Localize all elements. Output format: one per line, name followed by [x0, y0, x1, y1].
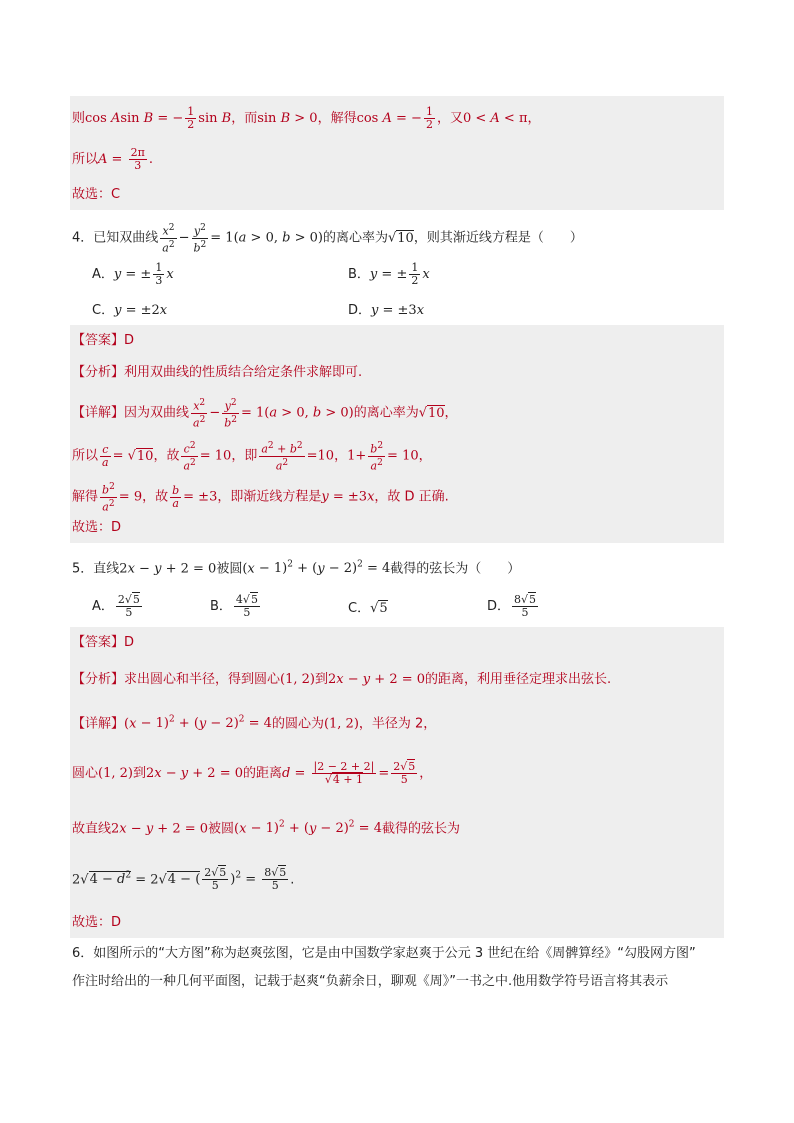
- q6-line-1: 6．如图所示的“大方图”称为赵爽弦图，它是由中国数学家赵爽于公元 3 世纪在给《周髀算经》“勾股网方图”: [72, 946, 696, 961]
- q4-stem: 4．已知双曲线 $\frac{x^2}{a^2}$ − $\frac{y^2}{b^2}$ = 1(a > 0, b > 0)的离心率为√10，则其渐近线方程是（ ）: [72, 223, 583, 255]
- q5-detail-4: $2√4 - d^2 = 2√4$ − ( $\frac{2√5}{5}$ )$^2$ = $\frac{8√5}{5}$ .: [72, 866, 295, 893]
- analysis-tag: 【分析】: [72, 672, 125, 687]
- q4-detail-3: 解得 $\frac{b^2}{a^2}$ = 9，故 $\frac{b}{a}$ = ±3，即渐近线方程是y = ±3x，故 D 正确.: [72, 482, 449, 514]
- q4-option-a: A．y = ± $\frac{1}{3}$ x: [92, 261, 174, 287]
- text: ，: [334, 448, 348, 464]
- text: 圆心: [72, 766, 99, 781]
- text: 的离心率为: [322, 230, 388, 246]
- text: 已知双曲线: [93, 230, 159, 246]
- text: .: [148, 152, 153, 167]
- analysis-text: 利用双曲线的性质结合给定条件求解即可.: [124, 365, 363, 380]
- answer-value: D: [124, 635, 135, 650]
- text: ，半径为 2，: [358, 716, 437, 732]
- text: 的距离: [243, 766, 283, 781]
- text: ，故: [153, 448, 180, 464]
- q4-detail-2: 所以 $\frac{c}{a}$ = √10，故 $\frac{c^2}{a^2}$ = 10，即 $\frac{a^2 + b^2}{a^2}$ =10，1+ $\frac{b^2}{a^2}$ = 10，: [72, 441, 432, 473]
- text: 被圆: [208, 821, 235, 837]
- prev-line-2: 所以A = $\frac{2\pi}{3}$ .: [72, 146, 153, 172]
- answer-value: D: [124, 333, 135, 348]
- analysis-tag: 【分析】: [72, 365, 125, 380]
- answer-tag: 【答案】: [72, 635, 125, 650]
- text: 截得的弦长为: [381, 821, 460, 837]
- option-label: B．: [210, 599, 232, 614]
- answer-tag: 【答案】: [72, 333, 125, 348]
- text: 故直线: [72, 821, 112, 837]
- text: .: [290, 872, 295, 888]
- option-label: D．: [487, 599, 511, 614]
- text: ，解得: [317, 111, 357, 126]
- text: 的距离，利用垂径定理求出弦长.: [425, 672, 612, 687]
- question-number: 5．: [72, 561, 94, 577]
- option-label: D．: [348, 303, 372, 318]
- text: ，故: [142, 489, 169, 505]
- text: ，而: [231, 111, 258, 126]
- detail-tag: 【详解】: [72, 716, 125, 732]
- prev-line-1: 则cos Asin B = − $\frac{1}{2}$ sin B，而sin B > 0，解得cos A = − $\frac{1}{2}$ ，又0 < A < π，: [72, 105, 541, 131]
- text: 截得的弦长为（ ）: [390, 561, 521, 577]
- text: 被圆: [216, 561, 243, 577]
- text: 直线: [93, 561, 120, 577]
- q5-option-c: C．√5: [348, 601, 388, 616]
- option-label: C．: [92, 303, 115, 318]
- detail-tag: 【详解】: [72, 405, 125, 421]
- text: ，: [419, 766, 433, 781]
- q5-answer: [72, 633, 134, 653]
- text: ，即: [231, 448, 258, 464]
- text: 则: [72, 111, 86, 126]
- option-label: A．: [92, 267, 114, 282]
- text: ，故 D 正确.: [374, 489, 449, 505]
- q5-stem: 5．直线2x − y + 2 = 0被圆$(x - 1)^2 + (y - 2)^2 = 4$截得的弦长为（ ）: [72, 560, 521, 577]
- text: 解得: [72, 489, 99, 505]
- question-number: 4．: [72, 230, 94, 246]
- text: 的离心率为: [353, 405, 419, 421]
- q5-choice: 故选：D: [72, 915, 122, 930]
- option-label: C．: [348, 601, 371, 616]
- q5-option-d: D． $\frac{8√5}{5}$: [487, 593, 537, 619]
- text: 所以: [72, 448, 99, 464]
- q5-detail-3: 故直线2x − y + 2 = 0被圆$(x - 1)^2 + (y - 2)^2 = 4$截得的弦长为: [72, 820, 460, 837]
- q5-analysis: 【分析】求出圆心和半径，得到圆心(1, 2)到2x − y + 2 = 0的距离，利用垂径定理求出弦长.: [72, 672, 612, 687]
- q6-line-2: 作注时给出的一种几何平面图，记载于赵爽“负薪余日，聊观《周》”一书之中.他用数学符号语言将其表示: [72, 974, 669, 989]
- text: 所以: [72, 152, 99, 167]
- q5-option-a: A． $\frac{2√5}{5}$: [92, 593, 140, 619]
- prev-choice: 故选：C: [72, 187, 121, 202]
- option-label: A．: [92, 599, 114, 614]
- text: 因为双曲线: [124, 405, 190, 421]
- text: ，: [527, 111, 541, 126]
- q4-answer: [72, 331, 134, 351]
- q5-detail-1: 【详解】$(x - 1)^2 + (y - 2)^2 = 4$的圆心为(1, 2)，半径为 2，: [72, 715, 437, 732]
- q4-option-d: D．y = ±3x: [348, 303, 425, 318]
- text: ，即渐近线方程是: [217, 489, 322, 505]
- text: 求出圆心和半径，得到圆心: [124, 672, 281, 687]
- q4-choice: 故选：D: [72, 520, 122, 535]
- q4-analysis: [72, 363, 362, 383]
- text: ，又: [436, 111, 463, 126]
- text: ，则其渐近线方程是（ ）: [413, 230, 583, 246]
- text: 的圆心为: [271, 716, 324, 732]
- text: 到: [132, 766, 146, 781]
- option-label: B．: [348, 267, 370, 282]
- q4-option-c: C．y = ±2x: [92, 303, 168, 318]
- q5-detail-2: 圆心(1, 2)到2x − y + 2 = 0的距离d = $\frac{|2 - 2 + 2|}{√4 + 1}$ = $\frac{2√5}{5}$ ，: [72, 760, 433, 786]
- q4-option-b: B．y = ± $\frac{1}{2}$ x: [348, 261, 430, 287]
- text: ，: [444, 405, 458, 421]
- q4-detail-1: 【详解】因为双曲线 $\frac{x^2}{a^2}$ − $\frac{y^2}{b^2}$ = 1(a > 0, b > 0)的离心率为√10，: [72, 398, 458, 430]
- text: 到: [314, 672, 328, 687]
- text: ，: [418, 448, 432, 464]
- q5-option-b: B． $\frac{4√5}{5}$: [210, 593, 258, 619]
